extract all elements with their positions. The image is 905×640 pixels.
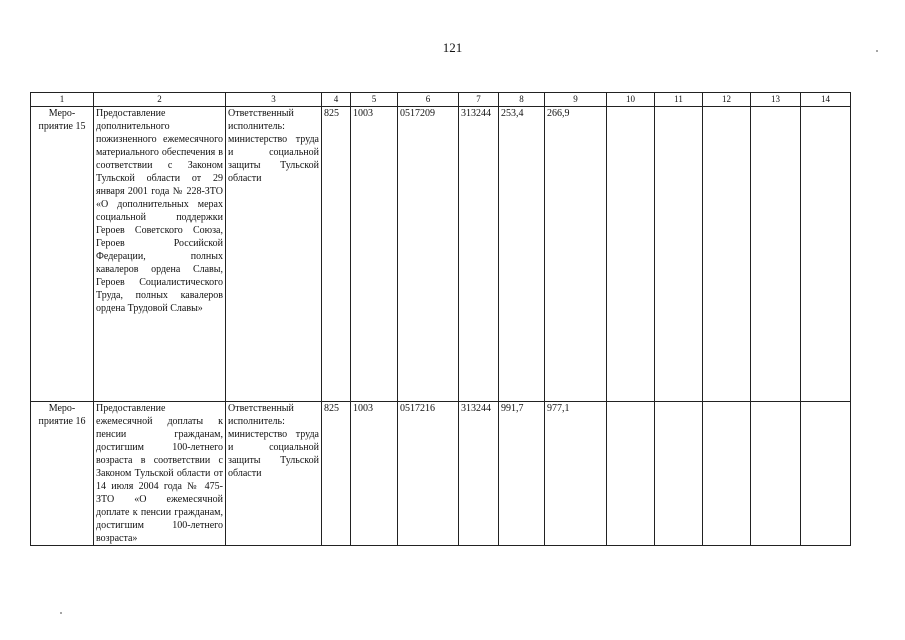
- target-article-cell: 0517209: [398, 107, 459, 402]
- col-header: 10: [607, 93, 655, 107]
- col-header: 3: [226, 93, 322, 107]
- value-cell: 977,1: [545, 402, 607, 546]
- col-header: 4: [322, 93, 351, 107]
- empty-cell: [655, 402, 703, 546]
- empty-cell: [655, 107, 703, 402]
- activity-label-line: Меро-: [48, 403, 76, 414]
- expense-type-cell: 313244: [459, 107, 499, 402]
- value-cell: 266,9: [545, 107, 607, 402]
- col-header: 6: [398, 93, 459, 107]
- col-header: 9: [545, 93, 607, 107]
- empty-cell: [703, 107, 751, 402]
- target-article-cell: 0517216: [398, 402, 459, 546]
- code-cell: 825: [322, 107, 351, 402]
- scan-speck: [876, 50, 878, 52]
- empty-cell: [801, 402, 851, 546]
- section-cell: 1003: [351, 402, 398, 546]
- value-cell: 991,7: [499, 402, 545, 546]
- section-cell: 1003: [351, 107, 398, 402]
- page-number: 121: [442, 40, 463, 55]
- scan-speck: [60, 612, 62, 614]
- col-header: 14: [801, 93, 851, 107]
- empty-cell: [607, 107, 655, 402]
- col-header: 2: [94, 93, 226, 107]
- activity-label-line: Меро-: [48, 108, 76, 119]
- empty-cell: [751, 107, 801, 402]
- value-cell: 253,4: [499, 107, 545, 402]
- description-cell: Предоставление дополнительного пожизненного ежемесячного материального обеспечения в соответствии с Законом Тульской области от 29 января 2001 года № 228-ЗТО «О дополнительных мерах социальной поддержки Героев Советского Союза, Героев Российской Федерации, полных кавалеров ордена Славы, Героев Социалистического Труда, полных кавалеров ордена Трудовой Славы»: [94, 107, 226, 402]
- activity-label-line: приятие 16: [38, 416, 86, 427]
- activity-cell: [31, 107, 94, 402]
- program-table: [30, 92, 851, 546]
- col-header: 1: [31, 93, 94, 107]
- activity-label-line: приятие 15: [38, 121, 86, 132]
- col-header: 7: [459, 93, 499, 107]
- code-cell: 825: [322, 402, 351, 546]
- empty-cell: [801, 107, 851, 402]
- empty-cell: [703, 402, 751, 546]
- executor-cell: Ответственный исполнитель: министерство труда и социальной защиты Тульской области: [226, 402, 322, 546]
- header-row: [31, 93, 851, 107]
- activity-cell: [31, 402, 94, 546]
- executor-cell: Ответственный исполнитель: министерство труда и социальной защиты Тульской области: [226, 107, 322, 402]
- col-header: 12: [703, 93, 751, 107]
- expense-type-cell: 313244: [459, 402, 499, 546]
- description-cell: Предоставление ежемесячной доплаты к пенсии гражданам, достигшим 100-летнего возраста в соответствии с Законом Тульской области от 14 июля 2004 года № 475-ЗТО «О ежемесячной доплате к пенсии гражданам, достигшим 100-летнего возраста»: [94, 402, 226, 546]
- table-row: [31, 402, 851, 546]
- col-header: 11: [655, 93, 703, 107]
- empty-cell: [607, 402, 655, 546]
- table-row: [31, 107, 851, 402]
- col-header: 8: [499, 93, 545, 107]
- col-header: 5: [351, 93, 398, 107]
- col-header: 13: [751, 93, 801, 107]
- empty-cell: [751, 402, 801, 546]
